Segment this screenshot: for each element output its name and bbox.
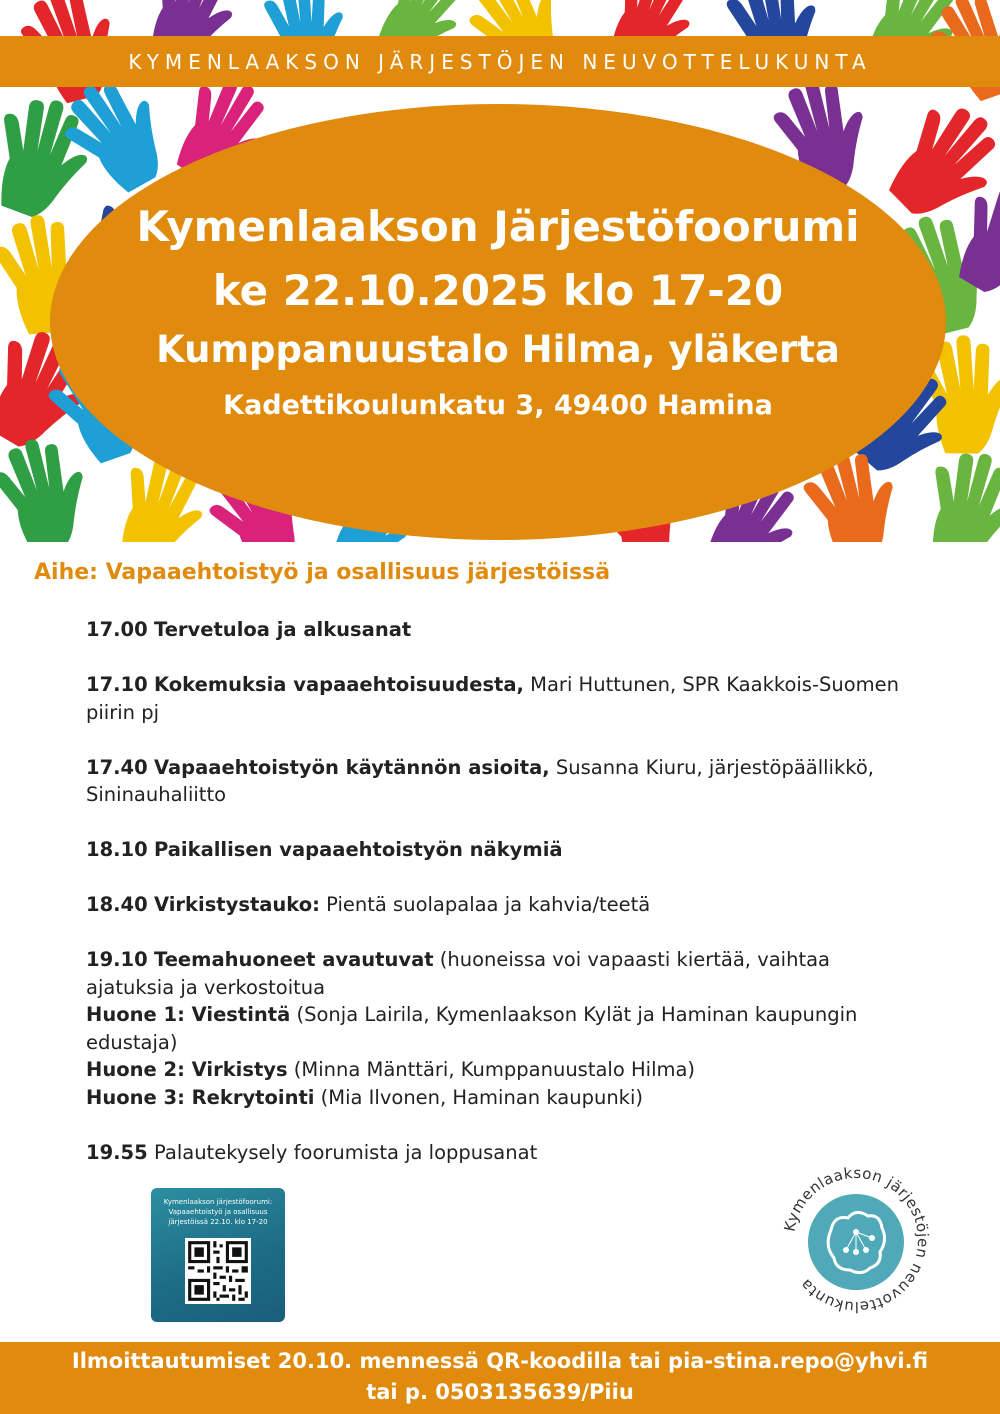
program-item: 18.40 Virkistystauko: Pientä suolapalaa ja kahvia/teetä — [86, 893, 651, 916]
organization-logo — [776, 1160, 936, 1320]
room-item: Huone 2: Virkistys (Minna Mänttäri, Kumppanuustalo Hilma) — [86, 1058, 696, 1081]
program-list — [86, 616, 906, 1194]
program-item: 19.10 Teemahuoneet avautuvat (huoneissa voi vapaasti kiertää, vaihtaa ajatuksia ja verkostoitua — [86, 948, 831, 999]
event-title: Kymenlaakson Järjestöfoorumi — [136, 202, 860, 251]
program-item: 17.40 Vapaaehtoistyön käytännön asioita, Susanna Kiuru, järjestöpäällikkö, Sininauhaliitto — [86, 755, 874, 806]
registration-footer — [0, 1342, 1000, 1414]
event-venue: Kumppanuustalo Hilma, yläkerta — [156, 328, 840, 371]
event-topic: Aihe: Vapaaehtoistyö ja osallisuus järjestöissä — [34, 560, 611, 585]
registration-qr-card[interactable] — [151, 1188, 285, 1322]
program-item-closing: 19.55 Palautekysely foorumista ja loppusanat — [86, 1140, 538, 1164]
qr-card-caption: Kymenlaakson järjestöfoorumi: Vapaaehtoistyö ja osallisuus järjestöissä 22.10. klo 17-20 — [163, 1198, 273, 1226]
event-info-text — [50, 104, 946, 540]
event-address: Kadettikoulunkatu 3, 49400 Hamina — [223, 390, 773, 421]
logo-text: Kymenlaakson järjestöjen neuvottelukunta — [780, 1163, 933, 1317]
program-item: 17.00 Tervetuloa ja alkusanat — [86, 618, 412, 641]
event-datetime: ke 22.10.2025 klo 17-20 — [212, 266, 784, 315]
organization-header-band — [0, 36, 1000, 87]
hero-banner — [0, 0, 1000, 542]
registration-line-2: tai p. 0503135639/Piiu — [366, 1380, 634, 1404]
program-item: 18.10 Paikallisen vapaaehtoistyön näkymiä — [86, 838, 563, 861]
room-item: Huone 3: Rekrytointi (Mia Ilvonen, Haminan kaupunki) — [86, 1085, 643, 1109]
registration-line-1: Ilmoittautumiset 20.10. mennessä QR-koodilla tai pia-stina.repo@yhvi.fi — [71, 1349, 929, 1373]
qr-code-icon[interactable] — [185, 1238, 251, 1304]
organization-name: KYMENLAAKSON JÄRJESTÖJEN NEUVOTTELUKUNTA — [128, 49, 872, 74]
theme-rooms-block — [86, 946, 906, 1111]
program-item: 17.10 Kokemuksia vapaaehtoisuudesta, Mari Huttunen, SPR Kaakkois-Suomen piirin pj — [86, 673, 900, 724]
room-item: Huone 1: Viestintä (Sonja Lairila, Kymenlaakson Kylät ja Haminan kaupungin edustaja) — [86, 1003, 858, 1054]
